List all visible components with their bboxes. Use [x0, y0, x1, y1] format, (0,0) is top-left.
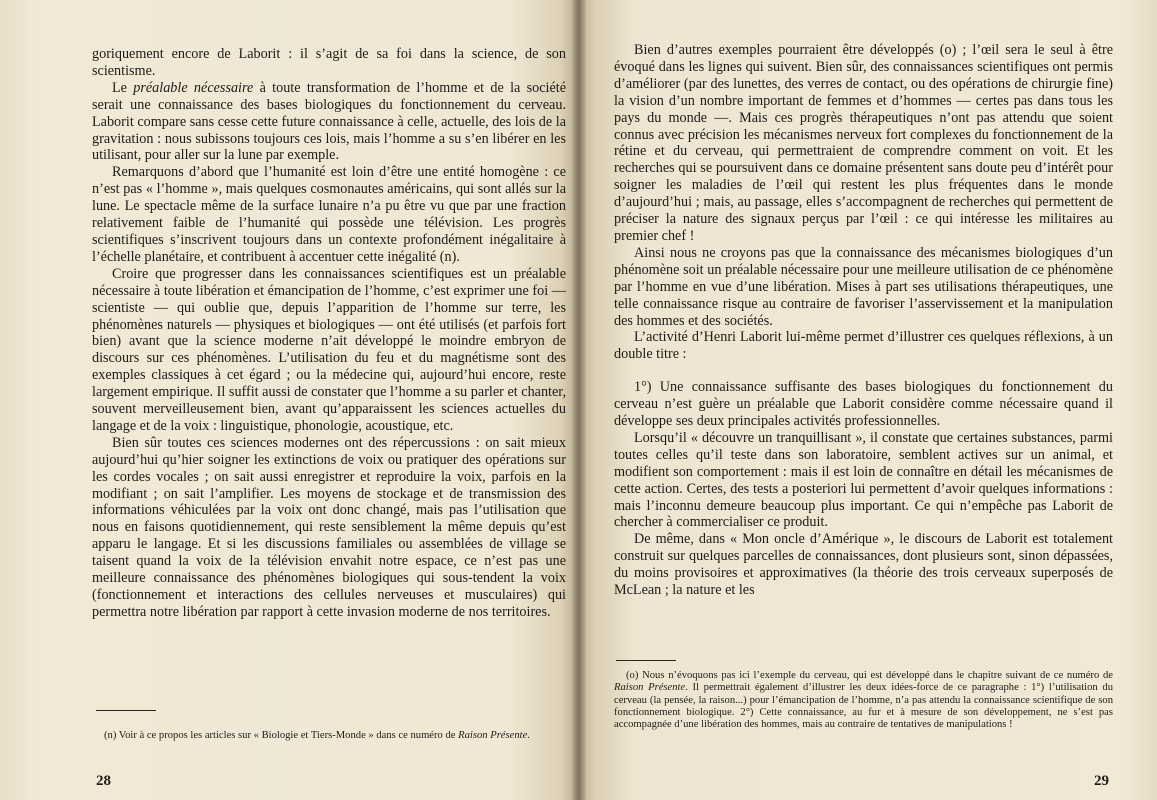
left-body-text — [92, 46, 566, 621]
left-paragraph-2-italic: préalable nécessaire — [133, 79, 254, 96]
left-footnote-rule — [96, 710, 156, 711]
book-gutter — [572, 0, 586, 800]
right-paragraph-6: De même, dans « Mon oncle d’Amérique », le discours de Laborit est totalement construit sur quelques parcelles de connaissances, dont plusieurs sont, sinon dépassées, du moins provisoires et approximatives (la théorie des trois cerveaux superposés de McLean ; la nature et les — [614, 531, 1113, 599]
footnote-n-italic: Raison Présente — [458, 730, 528, 741]
left-paragraph-1: goriquement encore de Laborit : il s’agit de sa foi dans la science, de son scientisme. — [92, 46, 566, 79]
right-body-text — [614, 42, 1113, 599]
left-paragraph-2 — [92, 80, 566, 165]
page-number-left: 28 — [96, 773, 111, 789]
right-footnote-rule — [616, 660, 676, 661]
right-paragraph-5: Lorsqu’il « découvre un tranquillisant », il constate que certaines substances, parmi toutes celles qu’il teste dans son laboratoire, semblent actives sur un animal, et modifient son comportement : mais il est loin de connaître en détail les mécanismes de cette action. Certes, des tests a posteriori lui permettent d’avoir quelques informations : mais l’inconnu demeure beaucoup plus important. Ce qui n’empêche pas Laborit de chercher à commercialiser ce produit. — [614, 429, 1113, 531]
right-paragraph-2: Ainsi nous ne croyons pas que la connaissance des mécanismes biologiques d’un phénomène soit un préalable nécessaire pour une meilleure utilisation de ce phénomène par l’homme en vue d’une libération. Mises à part ses utilisations thérapeutiques, une telle connaissance risque au contraire de favoriser l’asservissement et la manipulation des hommes et des sociétés. — [614, 244, 1113, 329]
left-paragraph-2-lead: Le — [112, 79, 134, 96]
left-footnotes — [92, 730, 566, 742]
footnote-n-text: (n) Voir à ce propos les articles sur « Biologie et Tiers-Monde » dans ce numéro de — [104, 730, 459, 741]
left-paragraph-5: Bien sûr toutes ces sciences modernes ont des répercussions : on sait mieux aujourd’hui qu’hier soigner les extinctions de voix ou pratiquer des opérations sur les cordes vocales ; on sait aussi enregistrer et reproduire la voix, parfois en la modifiant ; on sait l’amplifier. Les moyens de stockage et de transmission des informations véhiculées par la voix ont donc changé, mais pas l’utilisation que nous en faisons quotidiennement, qui reste sensiblement la même depuis qu’est apparu le langage. Et si les discussions familiales ou assemblées de village se taisent quand la voix de la télévision envahit notre espace, ce n’est pas une meilleure connaissance des phénomènes biologiques qui sous-tendent la voix (fonctionnement et interactions des cellules nerveuses et musculaires) qui permettra notre libération par rapport à cette invasion moderne de nos territoires. — [92, 434, 566, 620]
left-paragraph-2-rest: à toute transformation de l’homme et de la société serait une connaissance des bases biologiques du fonctionnement du cerveau. Laborit compare sans cesse cette future connaissance à celle, actuelle, des lois de la gravitation : nous subissons toujours ces lois, mais l’homme a su s’en libérer en les utilisant, pour aller sur la lune par exemple. — [92, 79, 567, 164]
footnote-o-italic: Raison Présente — [614, 682, 686, 694]
right-footnotes — [614, 670, 1113, 731]
footnote-o — [614, 670, 1113, 731]
right-paragraph-1: Bien d’autres exemples pourraient être développés (o) ; l’œil sera le seul à être évoqué dans les lignes qui suivent. Bien sûr, des connaissances scientifiques ont permis d’améliorer (par des lunettes, des verres de contact, ou des opérations de chirurgie fine) la vision d’un nombre important de femmes et d’hommes — certes pas dans tous les pays du monde —. Mais ces progrès thérapeutiques n’ont pas attendu que soient connus avec précision les mécanismes nerveux fort complexes du fonctionnement de la rétine et du cerveau, qui permettraient de comprendre comment on voit. Et les recherches qui se poursuivent dans ce domaine présentent sans doute peu d’intérêt pour soigner les maladies de l’œil qui restent les plus fréquentes dans le monde d’aujourd’hui ; mais, au passage, elles s’accompagnent de recherches qui permettent de préciser la nature des signaux perçus par l’œil : ce qui intéresse les militaires au premier chef ! — [614, 42, 1113, 244]
footnote-n-suffix: . — [527, 730, 530, 741]
footnote-o-text: (o) Nous n’évoquons pas ici l’exemple du cerveau, qui est développé dans le chapitre suivant de ce numéro de — [626, 670, 1113, 681]
footnote-n — [92, 730, 566, 742]
left-page — [0, 0, 578, 800]
right-paragraph-4: 1°) Une connaissance suffisante des bases biologiques du fonctionnement du cerveau n’est guère un préalable que Laborit considère comme nécessaire quand il développe ses deux principales activités professionnelles. — [614, 379, 1113, 430]
right-page — [578, 0, 1157, 800]
left-paragraph-4: Croire que progresser dans les connaissances scientifiques est un préalable nécessaire à toute libération et émancipation de l’homme, c’est exprimer une foi — scientiste — qui oublie que, depuis l’apparition de l’homme sur terre, les phénomènes naturels — physiques et biologiques — ont été utilisés (et parfois fort bien) avant que la science moderne n’ait développé le moindre embryon de discours sur ces phénomènes. L’utilisation du feu et du magnétisme sont des exemples classiques à cet égard ; ou la médecine qui, aujourd’hui encore, reste largement empirique. Il suffit aussi de constater que l’homme a su parler et chanter, souvent merveilleusement bien, avant qu’apparaissent les sciences actuelles du langage et de la voix : linguistique, phonologie, acoustique, etc. — [92, 265, 566, 434]
footnote-o-suffix: . Il permettrait également d’illustrer les deux idées-force de ce paragraphe : 1°) l’utilisation du cerveau (la pensée, la raison...) pour l’émancipation de l’homme, n’a pas attendu la connaissance scientifique de son fonctionnement biologique. 2°) Cette connaissance, au fur et à mesure de son développement, ne s’est pas accompagnée d’une libération des hommes, mais au contraire de tentatives de manipulations ! — [614, 682, 1113, 731]
page-number-right: 29 — [1094, 773, 1109, 789]
left-paragraph-3: Remarquons d’abord que l’humanité est loin d’être une entité homogène : ce n’est pas « l’homme », mais quelques cosmonautes américains, qui sont allés sur la lune. Le spectacle même de la surface lunaire n’a pu être vu que par une fraction relativement faible de l’humanité qui possède une télévision. Les progrès scientifiques s’inscrivent toujours dans un contexte profondément inégalitaire à l’échelle planétaire, et contribuent à accentuer cette inégalité (n). — [92, 164, 566, 265]
right-paragraph-3: L’activité d’Henri Laborit lui-même permet d’illustrer ces quelques réflexions, à un double titre : — [614, 329, 1113, 363]
